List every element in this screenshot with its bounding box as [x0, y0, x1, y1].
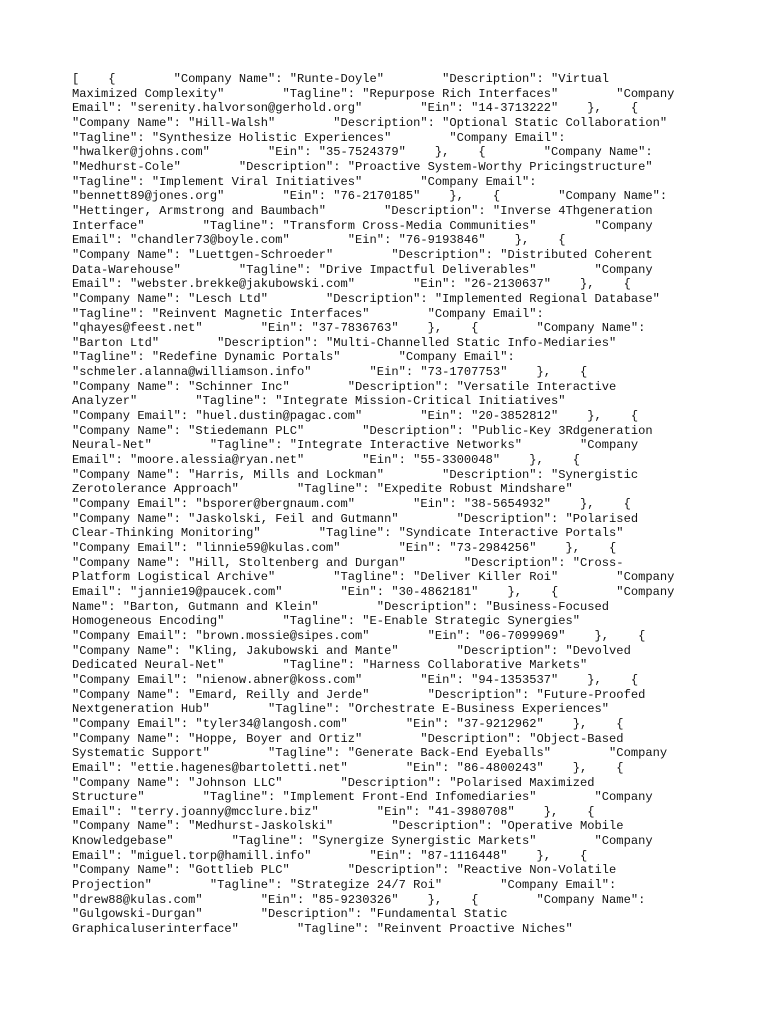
json-text-block: [ { "Company Name": "Runte-Doyle" "Description": "Virtual Maximized Complexity" "Tagline": "Repurpose Rich Interfaces" "Company Email": "serenity.halvorson@gerhold.org" "Ein": "14-3713222" }, { "Company Name": "Hill-Walsh" "Description": "Optional Static Collaboration" "Tagline": "Synthesize Holistic Experiences" "Company Email": "hwalker@johns.com" "Ein": "35-7524379" }, { "Company Name": "Medhurst-Cole" "Description": "Proactive System-Worthy Pricingstructure" "Tagline": "Implement Viral Initiatives" "Company Email": "bennett89@jones.org" "Ein": "76-2170185" }, { "Company Name": "Hettinger, Armstrong and Baumbach" "Description": "Inverse 4Thgeneration Interface" "Tagline": "Transform Cross-Media Communities" "Company Email": "chandler73@boyle.com" "Ein": "76-9193846" }, { "Company Name": "Luettgen-Schroeder" "Description": "Distributed Coherent Data-Warehouse" "Tagline": "Drive Impactful Deliverables" "Company Email": "webster.brekke@jakubowski.com" "Ein": "26-2130637" }, { "Company Name": "Lesch Ltd" "Description": "Implemented Regional Database" "Tagline": "Reinvent Magnetic Interfaces" "Company Email": "qhayes@feest.net" "Ein": "37-7836763" }, { "Company Name": "Barton Ltd" "Description": "Multi-Channelled Static Info-Mediaries" "Tagline": "Redefine Dynamic Portals" "Company Email": "schmeler.alanna@williamson.info" "Ein": "73-1707753" }, { "Company Name": "Schinner Inc" "Description": "Versatile Interactive Analyzer" "Tagline": "Integrate Mission-Critical Initiatives" "Company Email": "huel.dustin@pagac.com" "Ein": "20-3852812" }, { "Company Name": "Stiedemann PLC" "Description": "Public-Key 3Rdgeneration Neural-Net" "Tagline": "Integrate Interactive Networks" "Company Email": "moore.alessia@ryan.net" "Ein": "55-3300048" }, { "Company Name": "Harris, Mills and Lockman" "Description": "Synergistic Zerotolerance Approach" "Tagline": "Expedite Robust Mindshare" "Company Email": "bsporer@bergnaum.com" "Ein": "38-5654932" }, { "Company Name": "Jaskolski, Feil and Gutmann" "Description": "Polarised Clear-Thinking Monitoring" "Tagline": "Syndicate Interactive Portals" "Company Email": "linnie59@kulas.com" "Ein": "73-2984256" }, { "Company Name": "Hill, Stoltenberg and Durgan" "Description": "Cross- Platform Logistical Archive" "Tagline": "Deliver Killer Roi" "Company Email": "jannie19@paucek.com" "Ein": "30-4862181" }, { "Company Name": "Barton, Gutmann and Klein" "Description": "Business-Focused Homogeneous Encoding" "Tagline": "E-Enable Strategic Synergies" "Company Email": "brown.mossie@sipes.com" "Ein": "06-7099969" }, { "Company Name": "Kling, Jakubowski and Mante" "Description": "Devolved Dedicated Neural-Net" "Tagline": "Harness Collaborative Markets" "Company Email": "nienow.abner@koss.com" "Ein": "94-1353537" }, { "Company Name": "Emard, Reilly and Jerde" "Description": "Future-Proofed Nextgeneration Hub" "Tagline": "Orchestrate E-Business Experiences" "Company Email": "tyler34@langosh.com" "Ein": "37-9212962" }, { "Company Name": "Hoppe, Boyer and Ortiz" "Description": "Object-Based Systematic Support" "Tagline": "Generate Back-End Eyeballs" "Company Email": "ettie.hagenes@bartoletti.net" "Ein": "86-4800243" }, { "Company Name": "Johnson LLC" "Description": "Polarised Maximized Structure" "Tagline": "Implement Front-End Infomediaries" "Company Email": "terry.joanny@mcclure.biz" "Ein": "41-3980708" }, { "Company Name": "Medhurst-Jaskolski" "Description": "Operative Mobile Knowledgebase" "Tagline": "Synergize Synergistic Markets" "Company Email": "miguel.torp@hamill.info" "Ein": "87-1116448" }, { "Company Name": "Gottlieb PLC" "Description": "Reactive Non-Volatile Projection" "Tagline": "Strategize 24/7 Roi" "Company Email": "drew88@kulas.com" "Ein": "85-9230326" }, { "Company Name": "Gulgowski-Durgan" "Description": "Fundamental Static Graphicaluserinterface" "Tagline": "Reinvent Proactive Niches" [72, 72, 675, 937]
